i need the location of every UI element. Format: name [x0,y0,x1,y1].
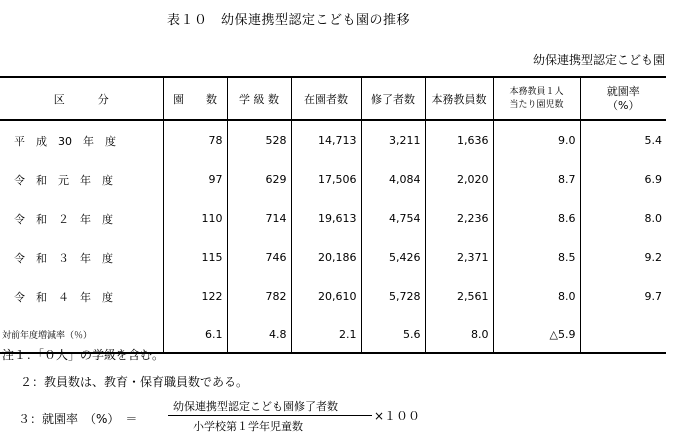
header-classes: 学 級 数 [227,77,291,120]
table-cell: 3,211 [361,120,425,160]
table-cell: 629 [227,160,291,199]
table-row [0,120,666,160]
table-cell: 5.6 [361,316,425,353]
table-subject-label: 幼保連携型認定こども園 [532,53,665,67]
table-cell: 19,613 [291,199,361,238]
table-cell: 8.6 [493,199,580,238]
row-label: 令 和 ４ 年 度 [14,290,113,304]
header-row [0,77,666,120]
table-cell: 6.1 [163,316,227,353]
header-enrolled: 在園者数 [291,77,361,120]
formula-fraction-line [168,415,372,416]
footnote-1: 注１：「０人」の学級を含む。 [2,348,165,362]
table-cell: 714 [227,199,291,238]
table-cell: 122 [163,277,227,316]
footnote-3-label: ３：就園率 （%） ＝ [18,412,138,426]
table-row [0,277,666,316]
table-cell [580,316,666,353]
table-cell: 8.0 [425,316,493,353]
table-cell: 2,561 [425,277,493,316]
table-cell: 97 [163,160,227,199]
footnote-2: ２：教員数は、教育・保育職員数である。 [20,375,249,389]
table-cell: 9.2 [580,238,666,277]
table-cell: 5.4 [580,120,666,160]
formula-multiplier: ×１００ [374,409,421,423]
table-row [0,199,666,238]
table-cell: 78 [163,120,227,160]
formula-denominator: 小学校第１学年児童数 [193,420,303,433]
table-cell: 20,186 [291,238,361,277]
header-kindergartens: 園 数 [163,77,227,120]
table-cell: 6.9 [580,160,666,199]
header-enrollment-rate: 就園率 （%） [580,77,666,120]
table-cell: 8.7 [493,160,580,199]
table-cell: 8.0 [493,277,580,316]
table-cell: 4.8 [227,316,291,353]
table-cell: 2,371 [425,238,493,277]
table-cell: 14,713 [291,120,361,160]
table-cell: 2,020 [425,160,493,199]
table-cell: 115 [163,238,227,277]
table-cell: 9.0 [493,120,580,160]
table-cell: 1,636 [425,120,493,160]
header-teachers: 本務教員数 [425,77,493,120]
table-cell: 8.5 [493,238,580,277]
header-children-per-teacher: 本務教員１人 当たり園児数 [493,77,580,120]
table-cell: 2,236 [425,199,493,238]
table-cell: 4,754 [361,199,425,238]
statistics-table [0,76,666,354]
table-row [0,160,666,199]
table-cell: 4,084 [361,160,425,199]
table-cell: 17,506 [291,160,361,199]
table-cell: 746 [227,238,291,277]
header-graduates: 修了者数 [361,77,425,120]
table-title: 表１０ 幼保連携型認定こども園の推移 [167,13,411,28]
table-cell: 20,610 [291,277,361,316]
row-label: 令 和 ３ 年 度 [14,251,113,265]
row-label: 対前年度増減率（％） [0,316,163,353]
table-cell: 528 [227,120,291,160]
header-category: 区 分 [0,77,163,120]
formula-numerator: 幼保連携型認定こども園修了者数 [173,400,338,413]
table-cell: △5.9 [493,316,580,353]
table-cell: 782 [227,277,291,316]
row-label: 令 和 元 年 度 [14,173,113,187]
table-cell: 9.7 [580,277,666,316]
table-cell: 8.0 [580,199,666,238]
table-cell: 5,426 [361,238,425,277]
table-cell: 110 [163,199,227,238]
table-row [0,238,666,277]
table-cell: 5,728 [361,277,425,316]
table-cell: 2.1 [291,316,361,353]
row-label: 平 成 30 年 度 [14,134,116,148]
row-label: 令 和 ２ 年 度 [14,212,113,226]
